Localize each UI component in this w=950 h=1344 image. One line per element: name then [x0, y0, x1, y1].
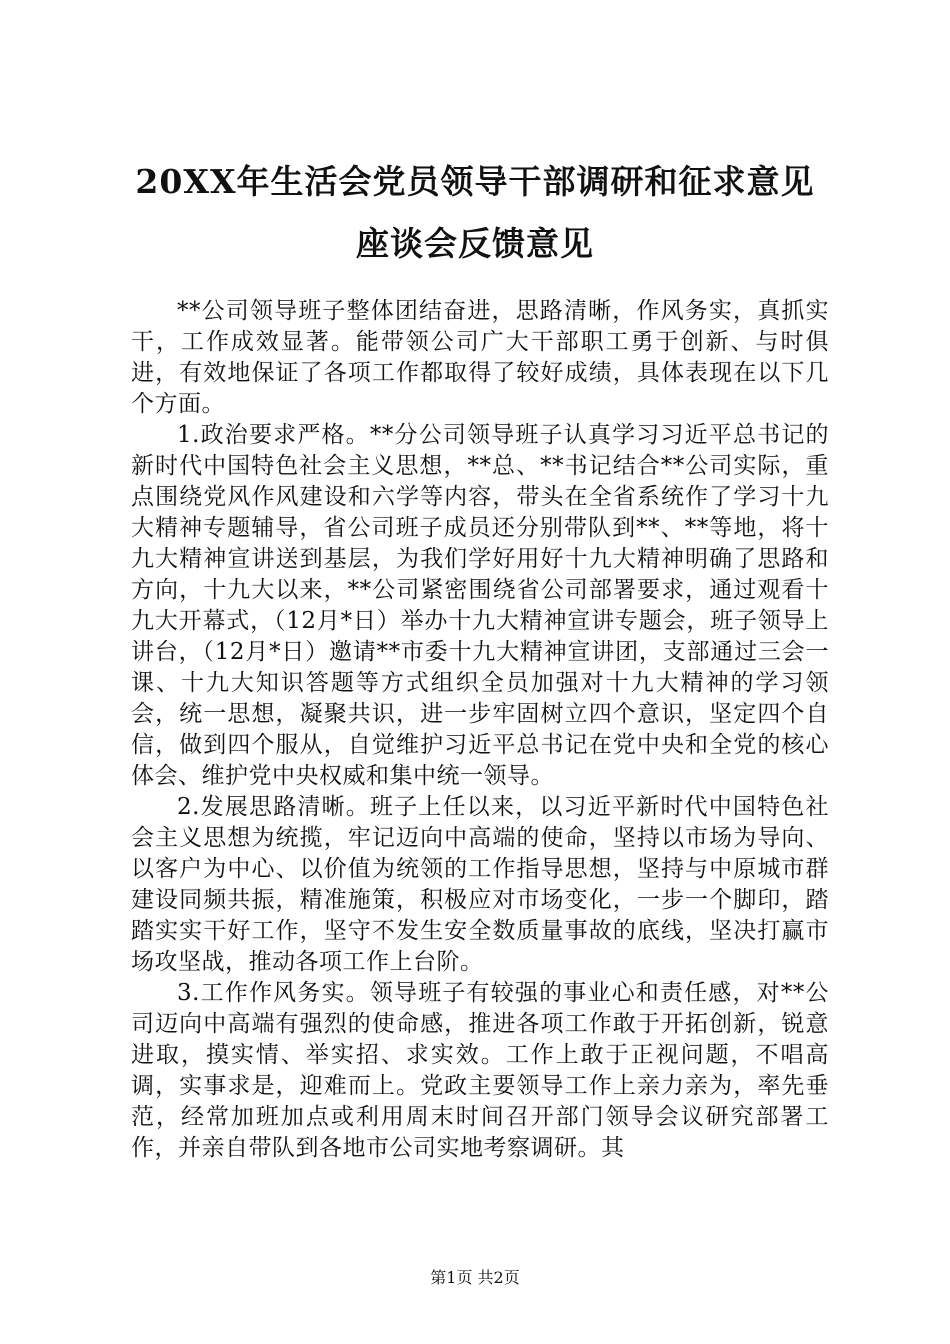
document-title-line-1: 20XX年生活会党员领导干部调研和征求意见	[135, 162, 815, 201]
page-number-footer: 第1页 共2页	[430, 1268, 520, 1287]
paragraph-work-style: 3.工作作风务实。领导班子有较强的事业心和责任感，对**公司迈向中高端有强烈的使命感，推进各项工作敢于开拓创新，锐意进取，摸实情、举实招、求实效。工作上敢于正视问题，不唱高调，实事求是，迎难而上。党政主要领导工作上亲力亲为，率先垂范，经常加班加点或利用周末时间召开部门领导会议研究部署工作，并亲自带队到各地市公司实地考察调研。其	[131, 980, 829, 1161]
paragraph-political-requirements: 1.政治要求严格。**分公司领导班子认真学习习近平总书记的新时代中国特色社会主义思想，**总、**书记结合**公司实际，重点围绕党风作风建设和六学等内容，带头在全省系统作了学习十九大精神专题辅导，省公司班子成员还分别带队到**、**等地，将十九大精神宣讲送到基层，为我们学好用好十九大精神明确了思路和方向，十九大以来，**公司紧密围绕省公司部署要求，通过观看十九大开幕式，（12月*日）举办十九大精神宣讲专题会，班子领导上讲台，（12月*日）邀请**市委十九大精神宣讲团，支部通过三会一课、十九大知识答题等方式组织全员加强对十九大精神的学习领会，统一思想，凝聚共识，进一步牢固树立四个意识，坚定四个自信，做到四个服从，自觉维护习近平总书记在党中央和全党的核心体会、维护党中央权威和集中统一领导。	[131, 422, 829, 789]
paragraph-development-ideas: 2.发展思路清晰。班子上任以来，以习近平新时代中国特色社会主义思想为统揽，牢记迈向中高端的使命，坚持以市场为导向、以客户为中心、以价值为统领的工作指导思想，坚持与中原城市群建设同频共振，精准施策，积极应对市场变化，一步一个脚印，踏踏实实干好工作，坚守不发生安全数质量事故的底线，坚决打赢市场攻坚战，推动各项工作上台阶。	[131, 794, 829, 975]
document-body	[131, 296, 829, 1164]
document-title-line-2: 座谈会反馈意见	[356, 224, 594, 263]
paragraph-intro: **公司领导班子整体团结奋进，思路清晰，作风务实，真抓实干，工作成效显著。能带领公司广大干部职工勇于创新、与时俱进，有效地保证了各项工作都取得了较好成绩，具体表现在以下几个方面。	[131, 298, 829, 417]
